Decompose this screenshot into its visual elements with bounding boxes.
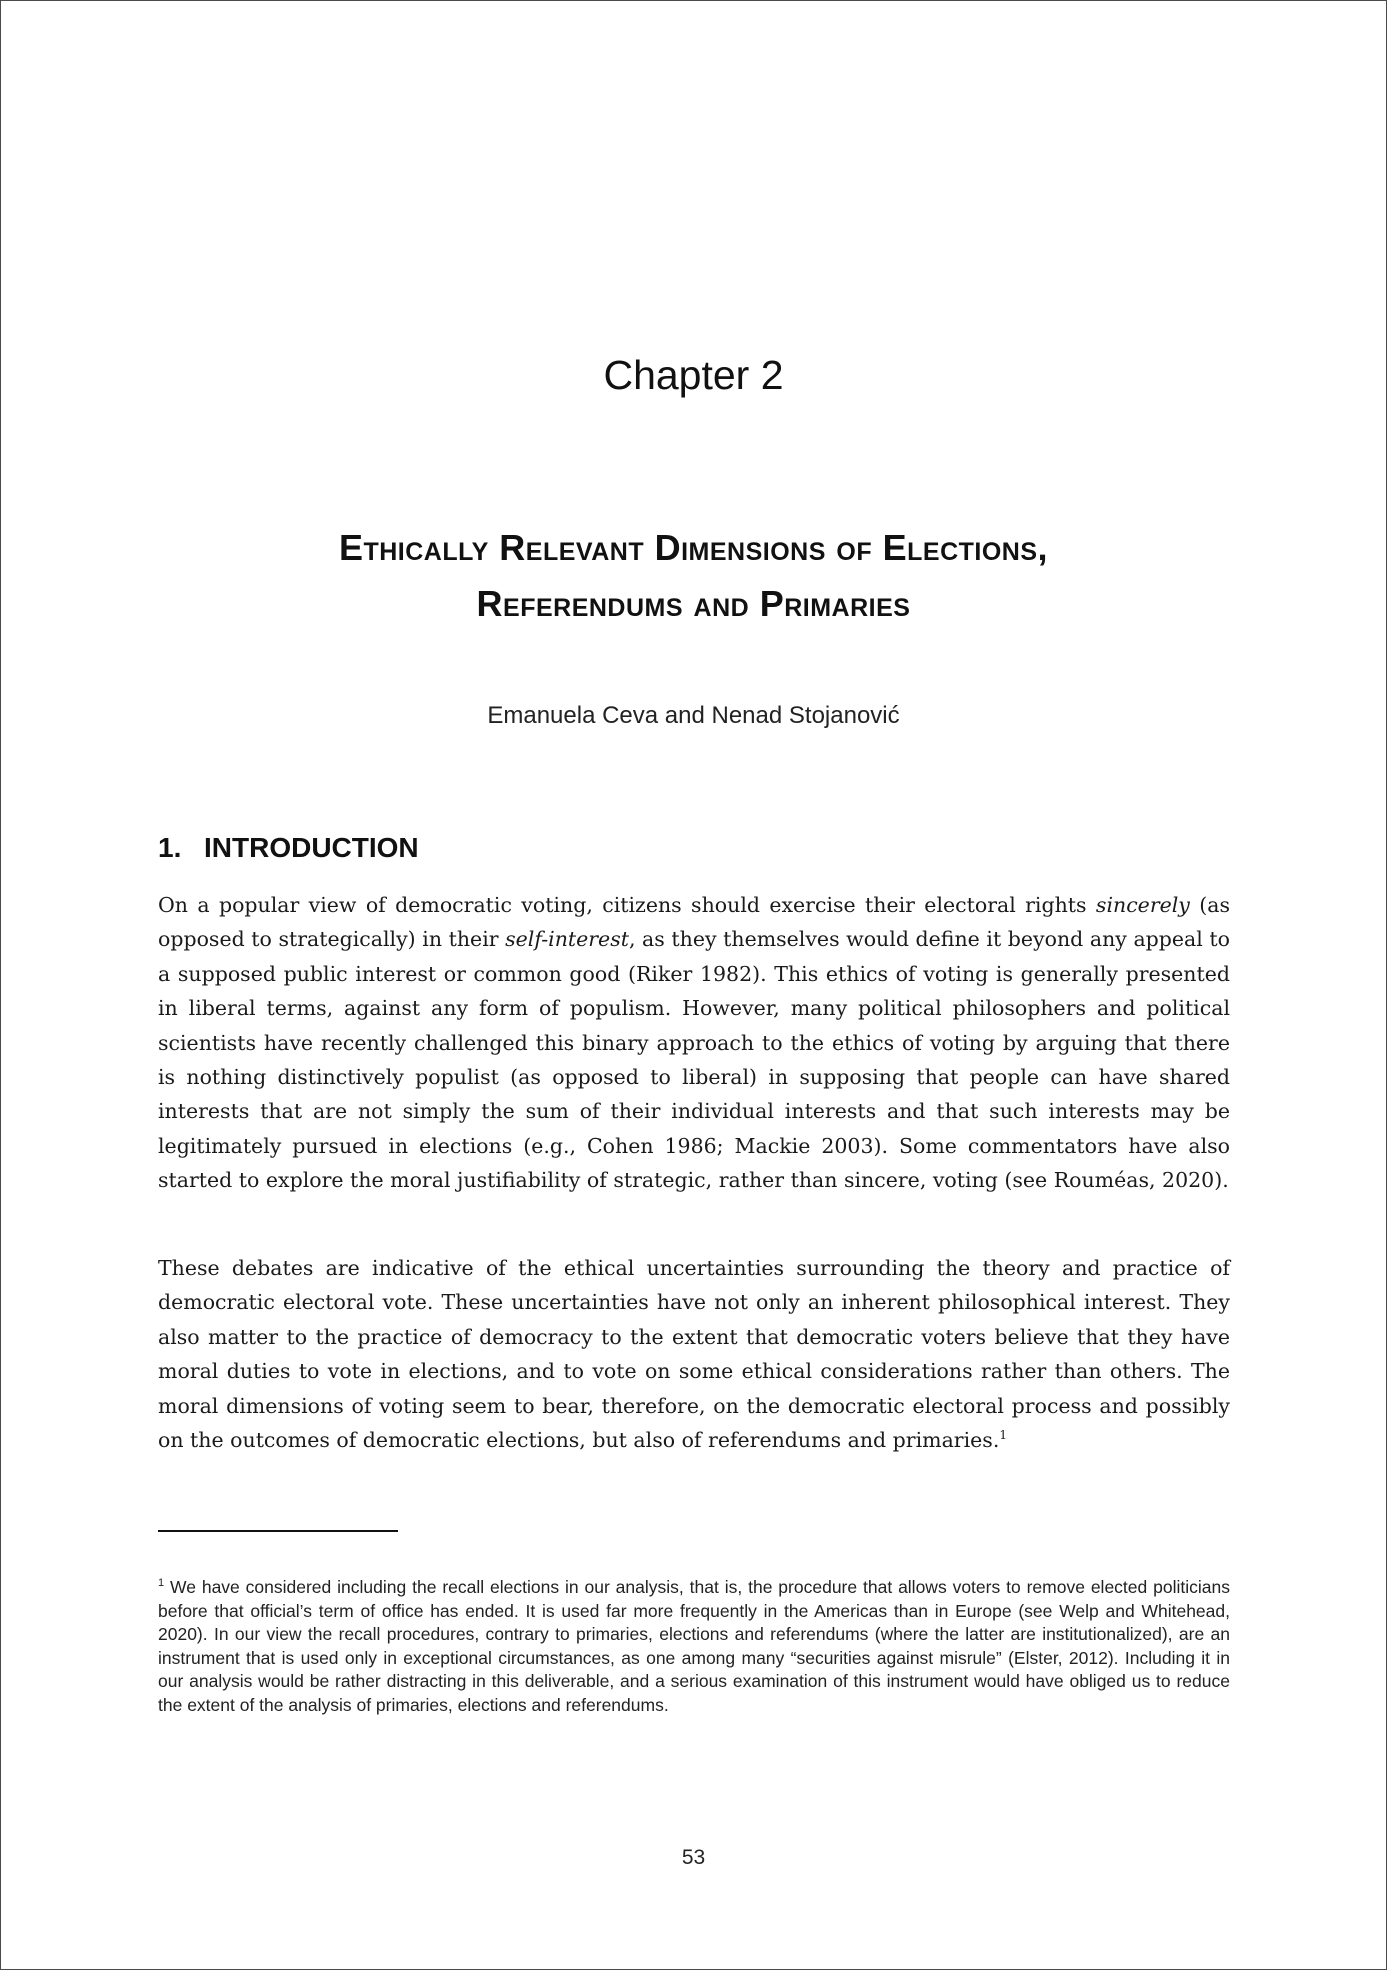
footnote — [158, 1576, 1230, 1718]
section-number: 1. — [158, 832, 182, 863]
footnote-marker: 1 — [158, 1577, 165, 1590]
paragraph-1 — [158, 888, 1230, 1198]
paragraph-1-text-c: (as opposed to strategically) in their — [158, 893, 1230, 952]
paragraph-1-text-a: On a popular view of democratic voting, citizens should exercise their electoral rights — [158, 893, 1096, 917]
chapter-title — [0, 520, 1387, 632]
chapter-label: Chapter 2 — [603, 352, 784, 398]
footnote-separator — [158, 1530, 398, 1532]
chapter-title-line-2: Referendums and Primaries — [476, 583, 911, 624]
paragraph-2-text: These debates are indicative of the ethical uncertainties surrounding the theory and practice of democratic electoral vote. These uncertainties have not only an inherent philosophical interest. They also matter to the practice of democracy to the extent that democratic voters believe that they have moral duties to vote in elections, and to vote on some ethical considerations rather than others. The moral dimensions of voting seem to bear, therefore, on the democratic electoral process and possibly on the outcomes of democratic elections, but also of referendums and primaries. — [158, 1256, 1230, 1453]
chapter-title-line-1: Ethically Relevant Dimensions of Elections, — [338, 527, 1049, 568]
footnote-reference[interactable]: 1 — [999, 1428, 1007, 1443]
paragraph-1-text-e: , as they themselves would define it beyond any appeal to a supposed public interest or common good (Riker 1982). This ethics of voting is generally presented in liberal terms, against any form of populism. However, many political philosophers and political scientists have recently challenged this binary approach to the ethics of voting by arguing that there is nothing distinctively populist (as opposed to liberal) in supposing that people can have shared interests that are not simply the sum of their individual interests and that such interests may be legitimately pursued in elections (e.g., Cohen 1986; Mackie 2003). Some commentators have also started to explore the moral justifiability of strategic, rather than sincere, voting (see Rouméas, 2020). — [158, 927, 1230, 1193]
footnote-text: We have considered including the recall elections in our analysis, that is, the procedure that allows voters to remove elected politicians before that official’s term of office has ended. It is used far more frequently in the Americas than in Europe (see Welp and Whitehead, 2020). In our view the recall procedures, contrary to primaries, elections and referendums (where the latter are institutionalized), are an instrument that is used only in exceptional circumstances, as one among many “securities against misrule” (Elster, 2012). Including it in our analysis would be rather distracting in this deliverable, and a serious examination of this instrument would have obliged us to reduce the extent of the analysis of primaries, elections and referendums. — [158, 1577, 1230, 1715]
section-title: INTRODUCTION — [204, 832, 419, 863]
section-heading — [158, 832, 419, 864]
page-number: 53 — [681, 1846, 706, 1869]
paragraph-1-emphasis-sincerely: sincerely — [1095, 893, 1190, 917]
paragraph-2 — [158, 1251, 1230, 1457]
authors: Emanuela Ceva and Nenad Stojanović — [487, 702, 900, 729]
paragraph-1-emphasis-self-interest: self-interest — [505, 927, 629, 952]
